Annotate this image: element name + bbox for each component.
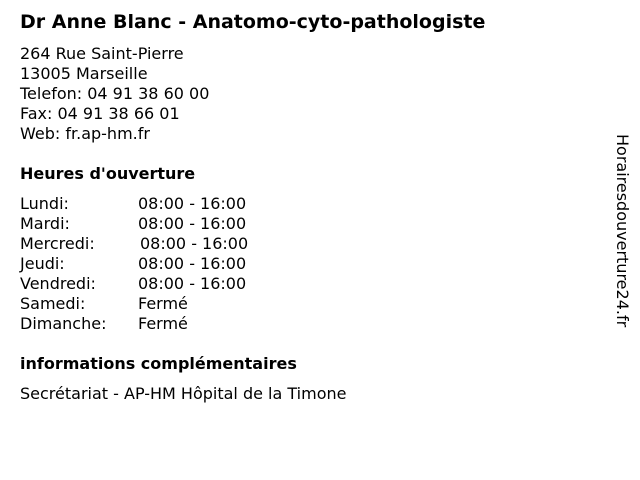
additional-info-text: Secrétariat - AP-HM Hôpital de la Timone (20, 384, 347, 403)
hours-value: Fermé (138, 294, 188, 313)
hours-value: Fermé (138, 314, 188, 333)
day-label: Samedi: (20, 294, 86, 313)
hours-value: 08:00 - 16:00 (138, 274, 247, 293)
street-address: 264 Rue Saint-Pierre (20, 44, 184, 63)
phone-number: Telefon: 04 91 38 60 00 (20, 84, 210, 103)
brand-watermark (612, 134, 632, 344)
hours-value: 08:00 - 16:00 (138, 254, 247, 273)
day-label: Jeudi: (20, 254, 65, 273)
opening-hours-heading: Heures d'ouverture (20, 164, 196, 183)
hours-value: 08:00 - 16:00 (138, 214, 247, 233)
day-label: Mardi: (20, 214, 70, 233)
day-label: Mercredi: (20, 234, 95, 253)
hours-value: 08:00 - 16:00 (140, 234, 249, 253)
contact-block (20, 44, 209, 144)
page-title: Dr Anne Blanc - Anatomo-cyto-pathologiste (20, 11, 486, 33)
day-label: Lundi: (20, 194, 69, 213)
brand-text: Horairesdouverture24.fr (613, 134, 632, 328)
city-postal-code: 13005 Marseille (20, 64, 148, 83)
fax-number: Fax: 04 91 38 66 01 (20, 104, 180, 123)
day-label: Dimanche: (20, 314, 107, 333)
website: Web: fr.ap-hm.fr (20, 124, 150, 143)
day-label: Vendredi: (20, 274, 96, 293)
hours-value: 08:00 - 16:00 (138, 194, 247, 213)
additional-info-heading: informations complémentaires (20, 354, 297, 373)
